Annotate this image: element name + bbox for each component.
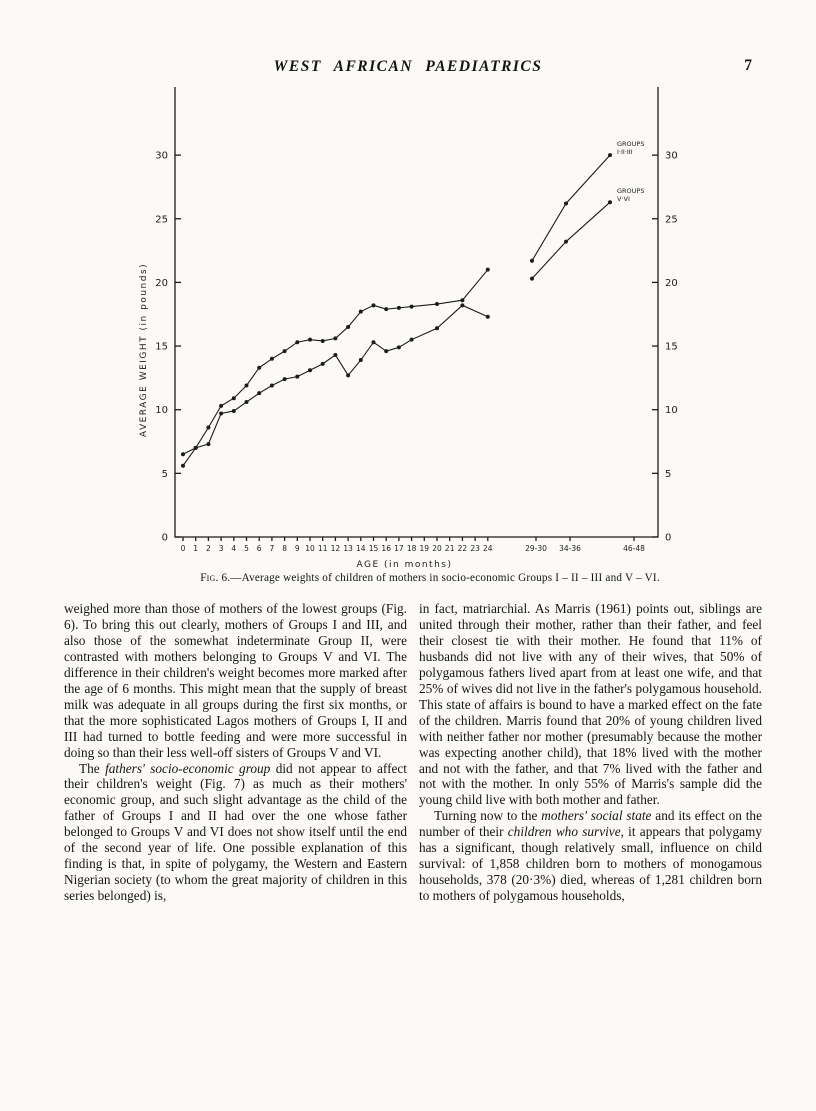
svg-text:8: 8 [282, 544, 287, 553]
svg-text:23: 23 [470, 544, 480, 553]
data-point [295, 340, 299, 344]
data-point [359, 310, 363, 314]
data-point [435, 326, 439, 330]
data-point [460, 303, 464, 307]
data-point [486, 315, 490, 319]
data-point [384, 307, 388, 311]
svg-text:21: 21 [444, 544, 455, 553]
data-point [397, 345, 401, 349]
svg-text:29-30: 29-30 [525, 544, 547, 553]
svg-text:0: 0 [180, 544, 186, 553]
series-line-groups-i-ii-iii [183, 270, 488, 466]
data-point [181, 464, 185, 468]
data-point [321, 339, 325, 343]
svg-text:6: 6 [256, 544, 262, 553]
svg-text:10: 10 [155, 405, 168, 417]
svg-text:20: 20 [665, 277, 678, 289]
svg-text:20: 20 [155, 277, 168, 289]
svg-text:16: 16 [381, 544, 391, 553]
data-point [346, 373, 350, 377]
data-point [359, 358, 363, 362]
series-label-groups-v-vi: GROUPS [617, 187, 645, 196]
svg-text:25: 25 [155, 214, 168, 226]
svg-text:34-36: 34-36 [559, 544, 581, 553]
data-point [245, 384, 249, 388]
series-label-groups-i-ii-iii: I·II·III [617, 148, 633, 157]
svg-text:1: 1 [193, 544, 199, 553]
data-point [270, 384, 274, 388]
data-point [460, 298, 464, 302]
svg-text:3: 3 [218, 544, 224, 553]
data-point [219, 404, 223, 408]
figure-caption [150, 572, 710, 584]
data-point [608, 200, 612, 204]
series-label-groups-v-vi: V·VI [617, 195, 630, 204]
series-line-groups-i-ii-iii [532, 155, 610, 261]
data-point [283, 377, 287, 381]
data-point [194, 446, 198, 450]
chart-series [181, 140, 644, 468]
svg-text:18: 18 [406, 544, 417, 553]
svg-text:24: 24 [483, 544, 493, 553]
data-point [435, 302, 439, 306]
data-point [564, 240, 568, 244]
svg-text:0: 0 [161, 532, 168, 544]
page-header [0, 58, 816, 76]
data-point [333, 353, 337, 357]
data-point [530, 259, 534, 263]
text-column-right [419, 601, 762, 904]
paragraph: Turning now to the mothers' social state and its effect on the number of their children who survive, it appears that polygamy has a significant, though relatively small, influence on child survival: of 1,858 children born to mothers of monogamous households, 378 (20·3%) died, whereas of 1,281 children born to mothers of polygamous households, [419, 808, 762, 904]
figure-caption-label: Fig. 6. [200, 572, 231, 584]
svg-text:12: 12 [330, 544, 341, 553]
svg-text:15: 15 [155, 341, 168, 353]
data-point [206, 426, 210, 430]
data-point [397, 306, 401, 310]
svg-text:30: 30 [155, 150, 168, 162]
text-column-left [64, 601, 407, 904]
chart-axes [175, 87, 658, 537]
data-point [270, 357, 274, 361]
svg-text:11: 11 [317, 544, 328, 553]
svg-text:4: 4 [231, 544, 237, 553]
data-point [232, 409, 236, 413]
paragraph: The fathers' socio-economic group did not appear to affect their children's weight (Fig. 7) as much as their mothers' economic group, and such slight advantage as the child of the father of Groups I and II had over the one whose father belonged to Groups V and VI does not show itself until the end of the second year of life. One possible explanation of this finding is that, in spite of polygamy, the Western and Eastern Nigerian society (to whom the great majority of children in this series belonged) is, [64, 760, 407, 904]
data-point [257, 366, 261, 370]
data-point [372, 303, 376, 307]
running-title: WEST AFRICAN PAEDIATRICS [273, 58, 543, 75]
data-point [232, 396, 236, 400]
svg-text:15: 15 [368, 544, 379, 553]
data-point [295, 375, 299, 379]
data-point [308, 338, 312, 342]
svg-text:22: 22 [457, 544, 468, 553]
svg-text:2: 2 [206, 544, 211, 553]
data-point [333, 336, 337, 340]
data-point [608, 153, 612, 157]
data-point [486, 268, 490, 272]
data-point [283, 349, 287, 353]
figure-6 [130, 85, 700, 590]
data-point [219, 412, 223, 416]
paragraph: weighed more than those of mothers of the lowest groups (Fig. 6). To bring this out clearly, mothers of Groups I and III, and also those of the somewhat indeterminate Group II, were contrasted with mothers belonging to Groups V and VI. The difference in their children's weight becomes more marked after the age of 6 months. This might mean that the supply of breast milk was adequate in all groups during the first six months, or that the more sophisticated Lagos mothers of Groups I, II and III had turned to bottle feeding and were more successful in doing so than their less well-off sisters of Groups V and VI. [64, 601, 407, 760]
data-point [308, 368, 312, 372]
data-point [564, 201, 568, 205]
svg-text:46-48: 46-48 [623, 544, 645, 553]
data-point [410, 338, 414, 342]
svg-text:9: 9 [294, 544, 300, 553]
data-point [384, 349, 388, 353]
data-point [181, 452, 185, 456]
svg-text:10: 10 [665, 405, 678, 417]
svg-text:5: 5 [244, 544, 249, 553]
svg-text:19: 19 [419, 544, 430, 553]
svg-text:20: 20 [432, 544, 442, 553]
svg-text:25: 25 [665, 214, 678, 226]
svg-text:30: 30 [665, 150, 678, 162]
series-line-groups-v-vi [183, 305, 488, 454]
figure-caption-text: —Average weights of children of mothers in socio-economic Groups I – II – III and V – VI. [230, 572, 660, 584]
svg-text:10: 10 [305, 544, 315, 553]
data-point [530, 277, 534, 281]
svg-text:5: 5 [665, 468, 672, 480]
data-point [410, 305, 414, 309]
data-point [321, 362, 325, 366]
svg-text:14: 14 [356, 544, 366, 553]
svg-text:0: 0 [665, 532, 672, 544]
svg-text:13: 13 [343, 544, 353, 553]
series-label-groups-i-ii-iii: GROUPS [617, 140, 645, 149]
data-point [245, 400, 249, 404]
data-point [372, 340, 376, 344]
data-point [206, 442, 210, 446]
data-point [346, 325, 350, 329]
y-axis-label: AVERAGE WEIGHT (in pounds) [139, 262, 149, 438]
paragraph: in fact, matriarchial. As Marris (1961) points out, siblings are united through their mother, rather than their father, and feel their closest tie with their mother. He found that 11% of husbands did not live with any of their wives, that 50% of polygamous fathers lived apart from at least one wife, and that 25% of wives did not live in the father's polygamous household. This state of affairs is bound to have a marked effect on the fate of the children. Marris found that 20% of young children lived with neither father nor mother (presumably because the mother was expecting another child), that 18% lived with the mother and not with the father, and that 7% lived with the father and not with the mother. In only 55% of Marris's sample did the young child live with both mother and father. [419, 601, 762, 808]
svg-text:17: 17 [394, 544, 404, 553]
svg-text:7: 7 [269, 544, 275, 553]
svg-text:5: 5 [161, 468, 168, 480]
figure-chart-svg [130, 85, 700, 590]
page-number: 7 [744, 57, 752, 74]
svg-text:15: 15 [665, 341, 678, 353]
x-axis-label: AGE (in months) [356, 560, 453, 570]
data-point [257, 391, 261, 395]
